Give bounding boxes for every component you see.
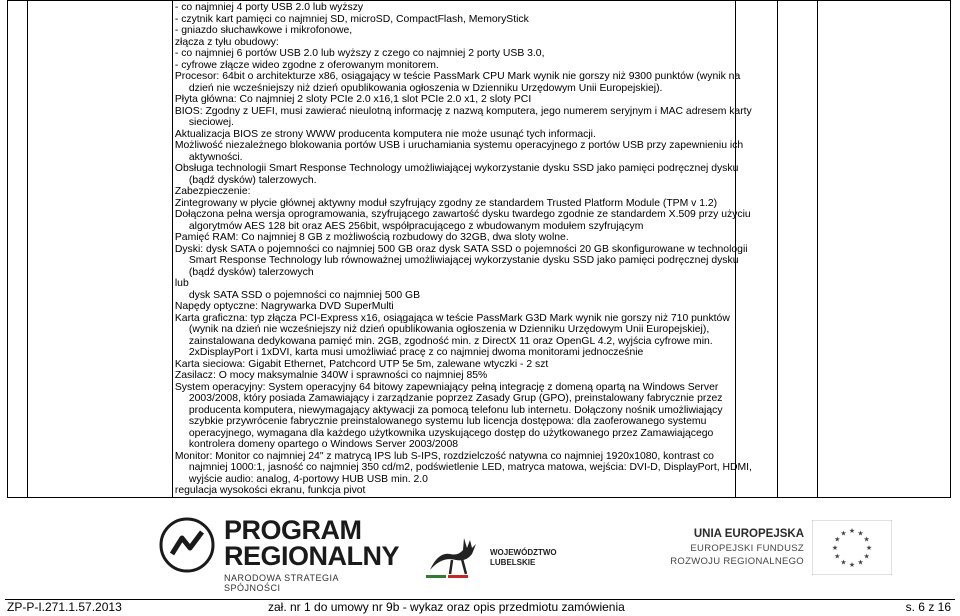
spec-line: dzień nie wcześniejszy niż dzień opublikowania ogłoszenia w Dzienniku Urzędowym Unii Europejskiej). xyxy=(188,82,663,94)
spec-line: (bądź dysków) talerzowych xyxy=(188,266,314,278)
quantity-cell xyxy=(778,1,818,498)
spec-line: Płyta główna: Co najmniej 2 sloty PCIe 2.0 x16,1 slot PCIe 2.0 x1, 2 sloty PCI xyxy=(174,94,532,105)
table-row xyxy=(8,1,951,498)
remarks-cell xyxy=(818,1,951,498)
spec-line: (bądź dysków) talerzowych. xyxy=(188,174,317,186)
spec-line: BIOS: Zgodny z UEFI, musi zawierać nieulotną informację z nazwą komputera, jego numerem seryjnym i MAC adresem karty xyxy=(174,105,752,117)
eu-star-icon: ★ xyxy=(863,553,870,561)
eu-star-icon: ★ xyxy=(857,559,864,567)
eu-star-icon: ★ xyxy=(863,536,870,544)
program-tagline: NARODOWA STRATEGIA SPÓJNOŚCI xyxy=(224,573,339,593)
spec-line: Napędy optyczne: Nagrywarka DVD SuperMulti xyxy=(174,301,394,312)
spec-line: Zabezpieczenie: xyxy=(174,186,251,197)
lp-cell xyxy=(8,1,28,498)
spec-line: - gniazdo słuchawkowe i mikrofonowe, xyxy=(174,25,353,36)
program-regionalny-mark-icon xyxy=(158,516,216,574)
spec-line: szybkie przywrócenie fabrycznie preinstalowanego systemu lub licencja dostępowa: dla zaoferowanego systemu xyxy=(188,416,707,427)
spec-line: - co najmniej 4 porty USB 2.0 lub wyższy xyxy=(174,2,364,13)
spec-line: operacyjnego, wymagana dla każdego użytkownika uzyskującego dostęp do użytkowanego przez Zamawiającego xyxy=(188,427,714,439)
specification-text xyxy=(173,1,752,497)
spec-line: Karta graficzna: typ złącza PCI-Express x16, osiągająca w teście PassMark G3D Mark wynik nie gorszy niż 710 punktów xyxy=(174,312,730,324)
eu-star-icon: ★ xyxy=(848,528,856,535)
spec-line: Smart Response Technology lub równoważnej umożliwiającej wykorzystanie dysku SSD jako pamięci podręcznej dysku xyxy=(188,255,739,266)
wojewodztwo-lubelskie-logo xyxy=(422,526,592,586)
spec-line: 2xDisplayPort i 1xDVI, karta musi umożliwiać pracę z co najmniej dwoma monitorami jednocześnie xyxy=(188,347,644,358)
unia-europejska-logo xyxy=(592,520,892,592)
spec-line: (wynik na dzień nie wcześniejszy niż dzień opublikowania ogłoszenia w Dzienniku Urzędowym Unii Europejskiej), xyxy=(188,324,710,335)
eu-star-icon: ★ xyxy=(840,559,847,567)
spec-line: Dyski: dysk SATA o pojemności co najmniej 500 GB oraz dysk SATA SSD o pojemności 20 GB skonfigurowane w technologii xyxy=(174,243,748,255)
region-name-line1: WOJEWÓDZTWO xyxy=(490,548,557,557)
spec-line: aktywności. xyxy=(188,151,243,163)
spec-line: Obsługa technologii Smart Response Technology umożliwiającej wykorzystanie dysku SSD jako pamięci podręcznej dysku xyxy=(174,163,739,174)
spec-line: producenta komputera, niewymagający aktywacji za pomocą telefonu lub internetu. Dołączony nośnik umożliwiający xyxy=(188,404,723,416)
spec-line: najmniej 1000:1, jasność co najmniej 350 cd/m2, podświetlenie LED, matryca matowa, wejścia: DVI-D, DisplayPort, HDMI, xyxy=(188,462,752,473)
page-footer xyxy=(5,599,955,614)
spec-line: System operacyjny: System operacyjny 64 bitowy zapewniający pełną integrację z domeną opartą na Windows Server xyxy=(174,381,719,393)
program-subtitle: REGIONALNY xyxy=(224,541,400,571)
eu-title: UNIA EUROPEJSKA xyxy=(693,528,804,540)
eu-star-icon: ★ xyxy=(834,553,841,561)
eu-star-icon: ★ xyxy=(865,545,873,552)
spec-line: kontrolera domeny opartego o Windows Server 2003/2008 xyxy=(188,439,459,450)
eu-star-icon: ★ xyxy=(848,562,856,569)
spec-line: złącza z tyłu obudowy: xyxy=(174,36,279,48)
spec-line: zainstalowana dedykowana pamięć min. 2GB, zgodność min. z DirectX 11 oraz OpenGL 4.2, wyjścia cyfrowe min. xyxy=(188,335,713,347)
funding-logos xyxy=(0,492,960,602)
spec-line: Karta sieciowa: Gigabit Ethernet, Patchcord UTP 5e 5m, zalewane wtyczki - 2 szt xyxy=(174,358,549,370)
spec-line: Możliwość niezależnego blokowania portów USB i uruchamiania systemu operacyjnego z portów USB przy zapewnieniu ich xyxy=(174,140,744,151)
spec-line: lub xyxy=(174,278,189,289)
document-title: zał. nr 1 do umowy nr 9b - wykaz oraz opis przedmiotu zamówienia xyxy=(268,600,625,614)
program-title: PROGRAM xyxy=(224,515,362,545)
spec-line: Monitor: Monitor co najmniej 24" z matrycą IPS lub S-IPS, rozdzielczość natywna co najmniej 1920x1080, kontrast co xyxy=(174,450,714,462)
spec-line: 2003/2008, który posiada Zamawiający i zarządzanie poprzez Zasady Grup (GPO), preinstalowany fabrycznie przez xyxy=(188,393,723,404)
spec-line: Pamięć RAM: Co najmniej 8 GB z możliwością rozbudowy do 32GB, dwa sloty wolne. xyxy=(174,232,569,243)
spec-line: - co najmniej 6 portów USB 2.0 lub wyższy z czego co najmniej 2 porty USB 3.0, xyxy=(174,48,545,59)
eu-star-icon: ★ xyxy=(831,545,839,552)
eu-fund-line2: ROZWOJU REGIONALNEGO xyxy=(670,556,804,567)
case-reference: ZP-P-I.271.1.57.2013 xyxy=(7,600,122,614)
region-name-line2: LUBELSKIE xyxy=(490,558,536,567)
spec-line: Procesor: 64bit o architekturze x86, osiągający w teście PassMark CPU Mark wynik nie gorszy niż 9300 punktów (wynik na xyxy=(174,71,741,82)
page-number: s. 6 z 16 xyxy=(905,600,951,614)
eu-flag-icon xyxy=(812,520,892,575)
spec-line: Zintegrowany w płycie głównej aktywny moduł szyfrujący zgodny ze standardem Trusted Platform Module (TPM v 1.2) xyxy=(174,197,718,209)
spec-line: sieciowej. xyxy=(188,117,234,128)
spec-line: algorytmów AES 128 bit oraz AES 256bit, współpracującego z wbudowanym modułem szyfrującym xyxy=(188,220,644,232)
spec-line: wyjście audio: analog, 4-portowy HUB USB min. 2.0 xyxy=(188,473,428,485)
name-cell xyxy=(28,1,173,498)
eu-star-icon: ★ xyxy=(840,530,847,538)
spec-line: Aktualizacja BIOS ze strony WWW producenta komputera nie może usunąć tych informacji. xyxy=(174,128,596,140)
spec-line: dysk SATA SSD o pojemności co najmniej 500 GB xyxy=(188,289,421,301)
spec-line: - czytnik kart pamięci co najmniej SD, microSD, CompactFlash, MemoryStick xyxy=(174,13,529,25)
spec-line: Dołączona pełna wersja oprogramowania, szyfrującego zawartość dysku twardego zgodnie ze standardem X.509 przy użyciu xyxy=(174,209,751,220)
deer-emblem-icon xyxy=(422,526,484,580)
eu-star-icon: ★ xyxy=(834,536,841,544)
eu-star-icon: ★ xyxy=(857,530,864,538)
description-cell xyxy=(172,1,752,498)
specification-table xyxy=(7,0,951,498)
spec-line: regulacja wysokości ekranu, funkcja pivot xyxy=(174,485,366,496)
spec-line: - cyfrowe złącze wideo zgodne z oferowanym monitorem. xyxy=(174,59,439,71)
eu-fund-line1: EUROPEJSKI FUNDUSZ xyxy=(690,543,804,554)
program-regionalny-logo xyxy=(158,510,398,594)
spec-line: Zasilacz: O mocy maksymalnie 340W i sprawności co najmniej 85% xyxy=(174,370,488,381)
